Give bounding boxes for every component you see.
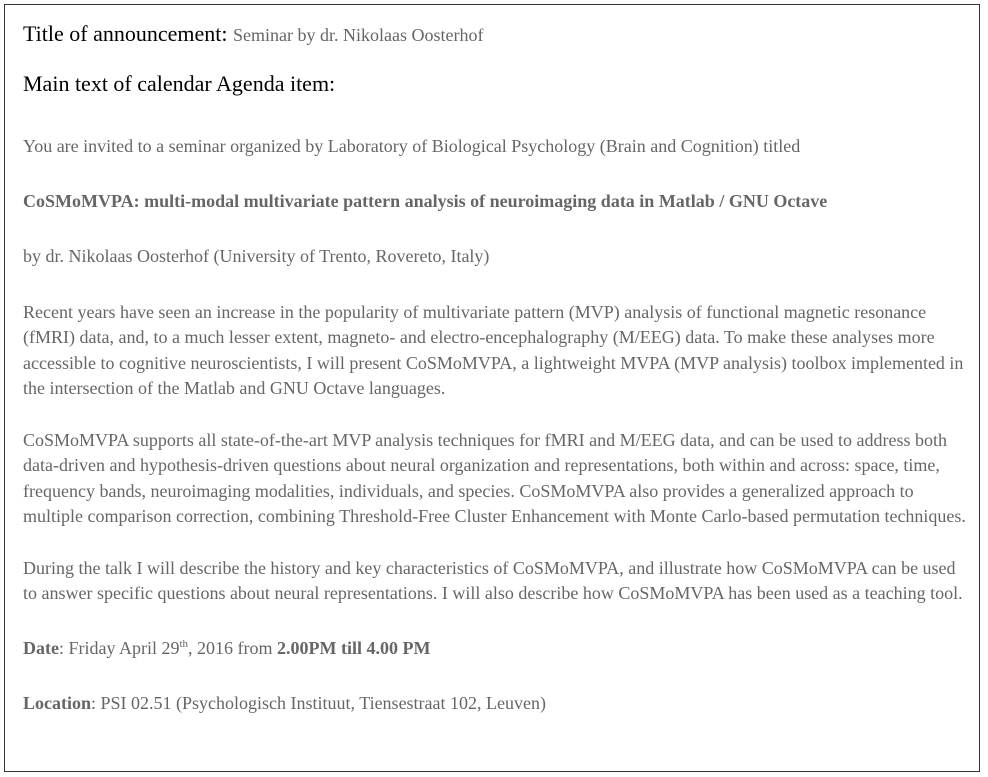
date-year: , 2016 from [188,637,278,658]
announcement-content [23,19,968,717]
title-value: Seminar by dr. Nikolaas Oosterhof [233,25,484,45]
date-label: Date [23,637,59,658]
title-label: Title of announcement: [23,21,228,46]
abstract-paragraph-1: Recent years have seen an increase in the popularity of multivariate pattern (MVP) analysis of functional magnetic resonance (fMRI) data, and, to a much lesser extent, magneto- and electro-encephalography (M/EEG) data. To make these analyses more accessible to cognitive neuroscientists, I will present CoSMoMVPA, a lightweight MVPA (MVP analysis) toolbox implemented in the intersection of the Matlab and GNU Octave languages. [23,301,964,398]
main-text-label: Main text of calendar Agenda item: [23,71,336,96]
seminar-title: CoSMoMVPA: multi-modal multivariate pattern analysis of neuroimaging data in Matlab / GNU Octave [23,190,828,211]
invite-text: You are invited to a seminar organized by Laboratory of Biological Psychology (Brain and Cognition) titled [23,136,801,156]
date-suffix: th [179,637,189,650]
abstract-paragraph-3: During the talk I will describe the history and key characteristics of CoSMoMVPA, and illustrate how CoSMoMVPA can be used to answer specific questions about neural representations. I will also describe how CoSMoMVPA has been used as a teaching tool. [23,557,963,603]
date-day: : Friday April 29 [58,637,180,658]
date-line [23,636,968,662]
date-time: 2.00PM till 4.00 PM [277,637,431,658]
announcement-frame [4,4,980,772]
announcement-title-row [23,19,968,50]
location-label: Location [23,693,92,713]
speaker-line: by dr. Nikolaas Oosterhof (University of Trento, Rovereto, Italy) [23,246,490,266]
abstract-paragraph-2: CoSMoMVPA supports all state-of-the-art MVP analysis techniques for fMRI and M/EEG data, and can be used to address both data-driven and hypothesis-driven questions about neural organization and representations, both within and across: space, time, frequency bands, neuroimaging modalities, individuals, and species. CoSMoMVPA also provides a generalized approach to multiple comparison correction, combining Threshold-Free Cluster Enhancement with Monte Carlo-based permutation techniques. [23,429,966,526]
location-value: : PSI 02.51 (Psychologisch Instituut, Tiensestraat 102, Leuven) [91,693,546,713]
location-line [23,691,968,717]
